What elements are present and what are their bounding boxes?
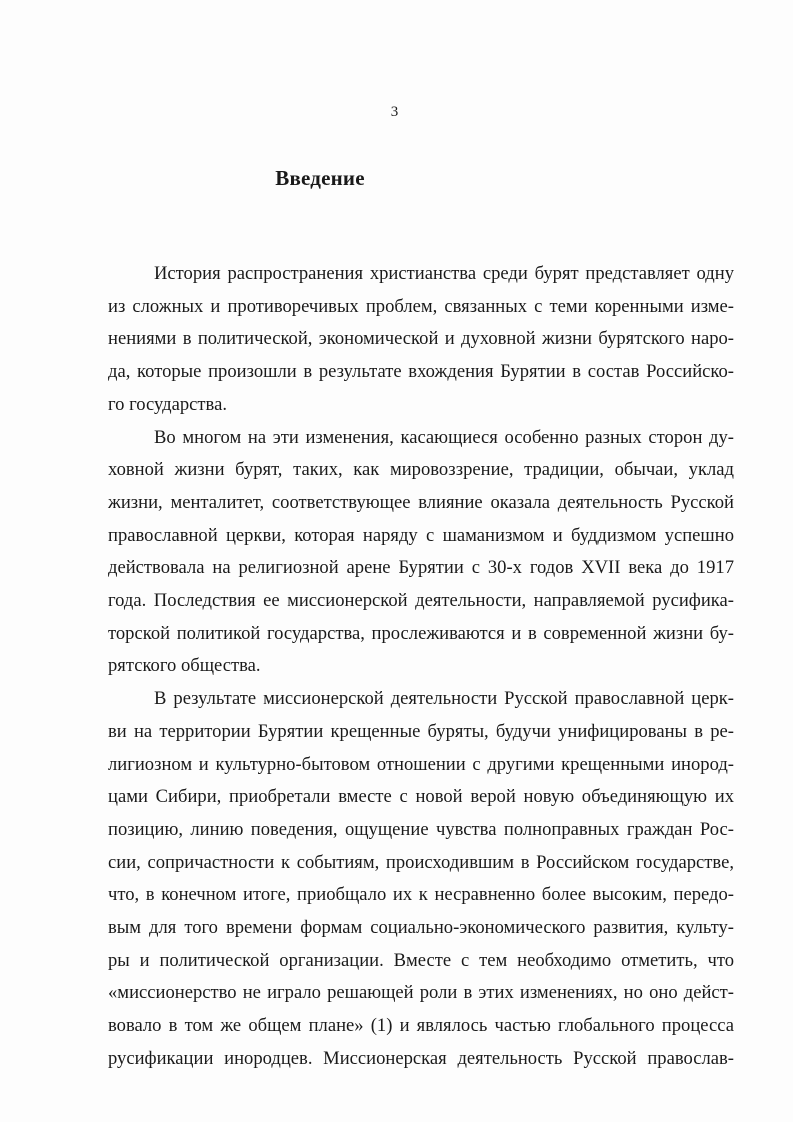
text-line: вым для того времени формам социально-экономического развития, культу- <box>108 917 734 939</box>
text-line: лигиозном и культурно-бытовом отношении с другими крещенными инород- <box>108 753 734 775</box>
page-number: 3 <box>390 104 399 120</box>
text-line: что, в конечном итоге, приобщало их к несравненно более высоким, передо- <box>108 884 734 906</box>
text-line: цами Сибири, приобретали вместе с новой верой новую объединяющую их <box>108 786 734 808</box>
text-line: сии, сопричастности к событиям, происходившим в Российском государстве, <box>108 851 734 873</box>
text-line: торской политикой государства, прослеживаются и в современной жизни бу- <box>108 622 734 644</box>
text-line: Во многом на эти изменения, касающиеся особенно разных сторон ду- <box>154 426 734 448</box>
text-line: действовала на религиозной арене Бурятии с 30-х годов XVII века до 1917 <box>108 557 734 579</box>
text-line: жизни, менталитет, соответствующее влияние оказала деятельность Русской <box>108 491 734 513</box>
text-line: позицию, линию поведения, ощущение чувства полноправных граждан Рос- <box>108 818 734 840</box>
text-line: русификации инородцев. Миссионерская деятельность Русской православ- <box>108 1047 734 1069</box>
text-line: года. Последствия ее миссионерской деятельности, направляемой русифика- <box>108 590 734 612</box>
text-line: В результате миссионерской деятельности Русской православной церк- <box>154 688 734 710</box>
text-line: ви на территории Бурятии крещенные буряты, будучи унифицированы в ре- <box>108 720 734 742</box>
text-line: нениями в политической, экономической и духовной жизни бурятского наро- <box>108 328 734 350</box>
text-line: ры и политической организации. Вместе с тем необходимо отметить, что <box>108 949 734 971</box>
text-line: «миссионерство не играло решающей роли в этих изменениях, но оно дейст- <box>108 982 734 1004</box>
text-line: рятского общества. <box>108 655 261 677</box>
section-heading: Введение <box>275 166 365 190</box>
text-line: да, которые произошли в результате вхождения Бурятии в состав Российско- <box>108 361 734 383</box>
text-line: ховной жизни бурят, таких, как мировоззрение, традиции, обычаи, уклад <box>108 459 734 481</box>
text-line: православной церкви, которая наряду с шаманизмом и буддизмом успешно <box>108 524 734 546</box>
text-line: из сложных и противоречивых проблем, связанных с теми коренными изме- <box>108 295 734 317</box>
text-line: История распространения христианства среди бурят представляет одну <box>154 263 734 284</box>
body-text <box>108 258 734 1076</box>
text-line: вовало в том же общем плане» (1) и являлось частью глобального процесса <box>108 1015 734 1037</box>
text-line: го государства. <box>108 393 227 415</box>
